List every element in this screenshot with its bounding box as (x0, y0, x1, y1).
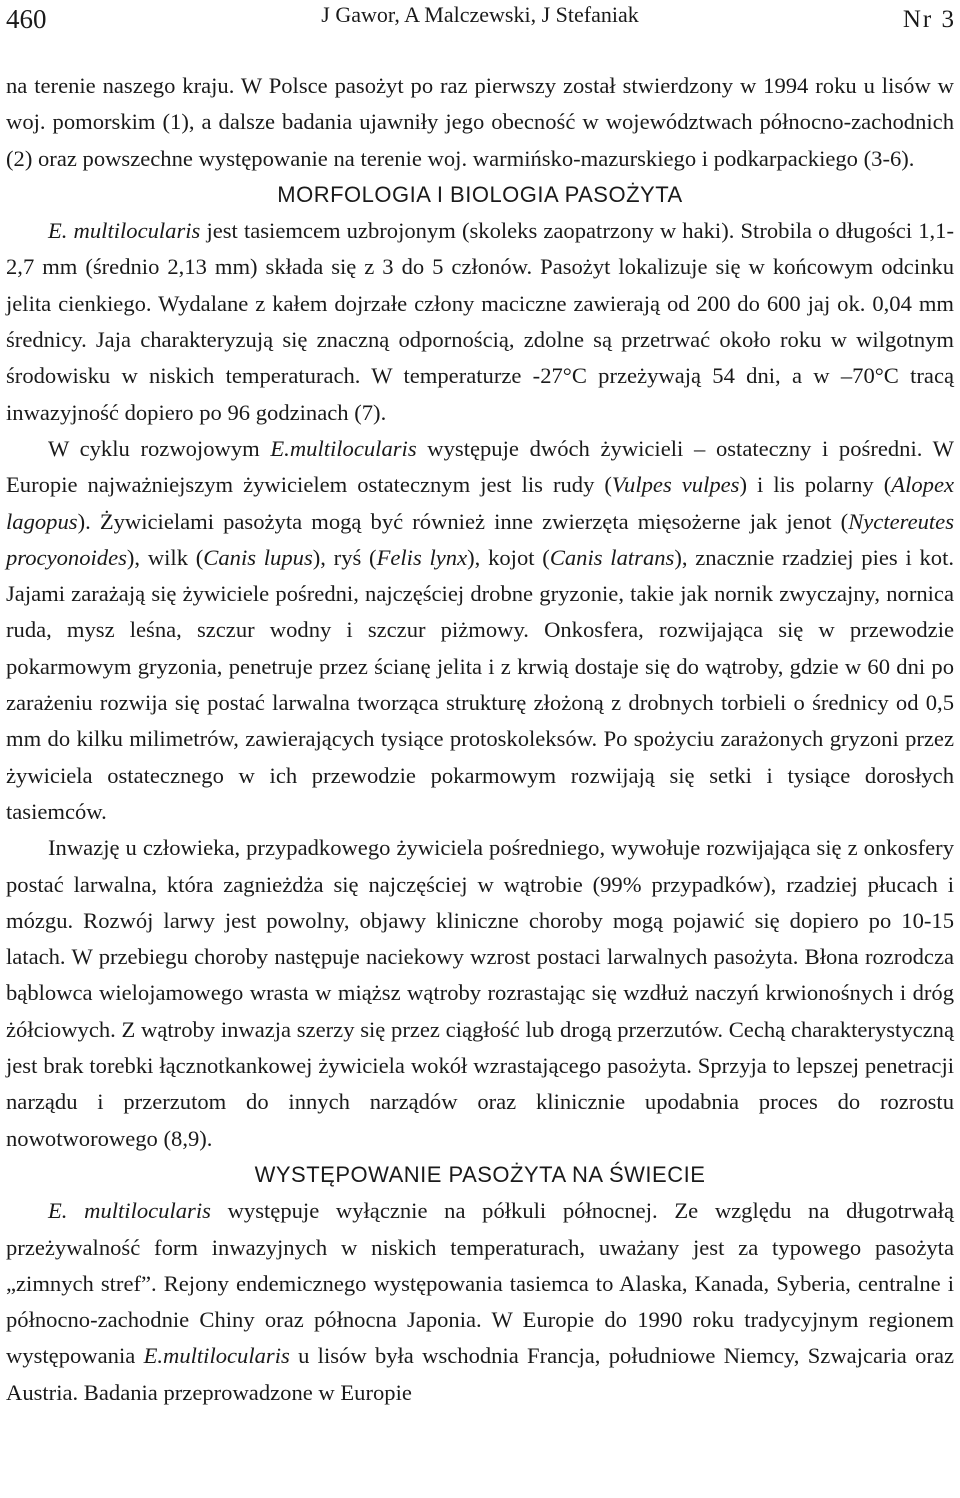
section-heading-occurrence: WYSTĘPOWANIE PASOŻYTA NA ŚWIECIE (254, 1161, 706, 1187)
paragraph-text: ). Żywicielami pasożyta mogą być również inne zwierzęta mięsożerne jak jenot ( (77, 508, 849, 534)
occurrence-paragraph-1 (6, 1193, 954, 1411)
species-name: Felis lynx (376, 544, 468, 570)
morphology-paragraph-2 (6, 431, 954, 830)
running-head-authors: J Gawor, A Malczewski, J Stefaniak (321, 2, 639, 27)
paragraph-text: u lisów była wschodnia Francja, południowe Niemcy, Szwajcaria oraz Austria. Badania przeprowadzone w Europie (6, 1343, 954, 1405)
paragraph-text: występuje dwóch żywicieli – ostateczny i pośredni. W Europie najważniejszym żywicielem ostatecznym jest lis rudy ( (6, 435, 954, 498)
species-name: Vulpes vulpes (611, 472, 740, 498)
morphology-paragraph-1 (6, 213, 954, 431)
species-name: E. multilocularis (48, 1198, 211, 1224)
running-header (0, 0, 960, 40)
paragraph-text: W cyklu rozwojowym (48, 435, 271, 461)
issue-number: Nr 3 (902, 6, 956, 33)
section-heading-morphology: MORFOLOGIA I BIOLOGIA PASOŻYTA (277, 181, 683, 207)
paragraph-text: ), znacznie rzadziej pies i kot. Jajami zarażają się żywiciele pośredni, najczęściej drobne gryzonie, takie jak nornik zwyczajny, nornica ruda, mysz leśna, szczur wodny i szczur piżmowy. Onkosfera, rozwijająca się w przewodzie pokarmowym gryzonia, penetruje przez ścianę jelita i z krwią dostaje się do wątroby, gdzie w 60 dni po zarażeniu rozwija się postać larwalna tworząca strukturę złożoną z drobnych torbieli o średnicy od 0,5 mm do kilku milimetrów, zawierających tysiące protoskoleksów. Po spożyciu zarażonych gryzoni przez żywiciela ostatecznego w ich przewodzie pokarmowym rozwijają się setki i tysiące dorosłych tasiemców. (6, 544, 954, 824)
species-name: E. multilocularis (48, 218, 201, 244)
page-number: 460 (6, 4, 47, 34)
paragraph-text: ), wilk ( (126, 544, 204, 570)
paragraph-text: ), ryś ( (312, 544, 377, 570)
species-name: Canis lupus (203, 544, 313, 570)
paragraph-text: ), kojot ( (467, 544, 550, 570)
species-name: E.multilocularis (270, 435, 417, 461)
species-name: Nyctereutes procyonoides (6, 508, 954, 570)
paragraph-text: jest tasiemcem uzbrojonym (skoleks zaopatrzony w haki). Strobila o długości 1,1-2,7 mm (średnio 2,13 mm) składa się z 3 do 5 członów. Pasożyt lokalizuje się w końcowym odcinku jelita cienkiego. Wydalane z kałem dojrzałe człony maciczne zawierają od 200 do 600 jaj ok. 0,04 mm średnicy. Jaja charakteryzują się znaczną odpornością, zdolne są przetrwać około roku w wilgotnym środowisku w niskich temperaturach. W temperaturze -27°C przeżywają 54 dni, a w –70°C tracą inwazyjność dopiero po 96 godzinach (7). (6, 218, 954, 425)
intro-paragraph: na terenie naszego kraju. W Polsce pasożyt po raz pierwszy został stwierdzony w 1994 roku u lisów w woj. pomorskim (1), a dalsze badania ujawniły jego obecność w województwach północno-zachodnich (2) oraz powszechne występowanie na terenie woj. warmińsko-mazurskiego i podkarpackiego (3-6). (6, 73, 954, 171)
article-body (6, 68, 954, 1411)
species-name: Canis latrans (549, 544, 675, 570)
morphology-paragraph-3: Inwazję u człowieka, przypadkowego żywiciela pośredniego, wywołuje rozwijająca się z onkosfery postać larwalna, która zagnieżdża się najczęściej w wątrobie (99% przypadków), rzadziej płucach i mózgu. Rozwój larwy jest powolny, objawy kliniczne choroby mogą pojawić się dopiero po 10-15 latach. W przebiegu choroby następuje naciekowy wzrost postaci larwalnych pasożyta. Błona rozrodcza bąblowca wielojamowego wrasta w miąższ wątroby rozrastając się wzdłuż naczyń krwionośnych i dróg żółciowych. Z wątroby inwazja szerzy się przez ciągłość lub drogą przerzutów. Cechą charakterystyczną jest brak torebki łącznotkankowej żywiciela wokół wzrastającego pasożyta. Sprzyja to lepszej penetracji narządu i przerzutom do innych narządów oraz klinicznie upodabnia proces do rozrostu nowotworowego (8,9). (6, 835, 954, 1151)
species-name: Alopex lagopus (6, 472, 954, 534)
paragraph-text: występuje wyłącznie na półkuli północnej. Ze względu na długotrwałą przeżywalność form inwazyjnych w niskich temperaturach, uważany jest za typowego pasożyta „zimnych stref”. Rejony endemicznego występowania tasiemca to Alaska, Kanada, Syberia, centralne i północno-zachodnie Chiny oraz północna Japonia. W Europie do 1990 roku tradycyjnym regionem występowania (6, 1198, 954, 1369)
paragraph-text: ) i lis polarny ( (739, 472, 892, 498)
species-name: E.multilocularis (143, 1343, 290, 1369)
